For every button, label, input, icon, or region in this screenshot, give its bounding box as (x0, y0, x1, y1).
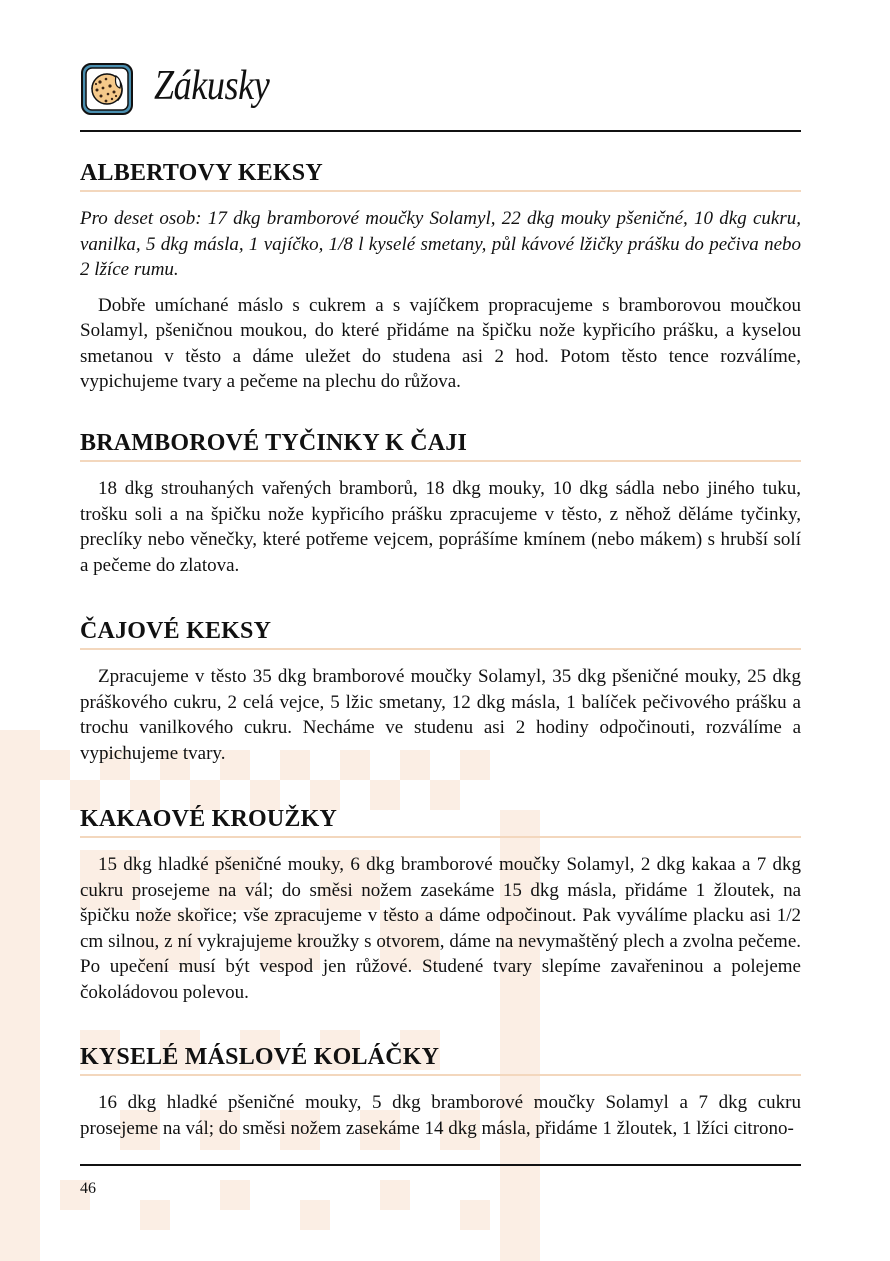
recipe-heading: KAKAOVÉ KROUŽKY (80, 804, 801, 838)
header-divider (80, 130, 801, 132)
recipe-kysele-maslove-kolacky (80, 1042, 801, 1141)
chapter-title: Zákusky (154, 63, 270, 109)
recipe-cajove-keksy (80, 616, 801, 766)
recipe-ingredients: Pro deset osob: 17 dkg bramborové moučky Solamyl, 22 dkg mouky pšeničné, 10 dkg cukru, vanilka, 5 dkg másla, 1 vajíčko, 1/8 l kyselé smetany, půl kávové lžičky prášku do pečiva nebo 2 lžíce rumu. (80, 208, 801, 280)
recipe-heading: KYSELÉ MÁSLOVÉ KOLÁČKY (80, 1042, 801, 1076)
recipe-heading: ALBERTOVY KEKSY (80, 158, 801, 192)
page-header (80, 56, 800, 131)
recipe-albertovy-keksy (80, 158, 801, 395)
cookie-icon (80, 62, 134, 116)
recipe-heading: BRAMBOROVÉ TYČINKY K ČAJI (80, 428, 801, 462)
recipe-method: Dobře umíchané máslo s cukrem a s vajíčkem propracujeme s bramborovou moučkou Solamyl, pšeničnou moukou, do které přidáme na špičku nože kypřicího prášku, a kyselou smetanou v těsto a dáme uležet do studena asi 2 hod. Potom těsto tence rozválíme, vypichujeme tvary a pečeme na plechu do růžova. (80, 294, 801, 392)
recipe-method: 15 dkg hladké pšeničné mouky, 6 dkg bramborové moučky Solamyl, 2 dkg kakaa a 7 dkg cukru prosejeme na vál; do směsi nožem zasekáme 15 dkg másla, přidáme 1 žloutek, na špičku nože skořice; vše zpracujeme v těsto a dáme odpočinout. Pak vyválíme placku asi 1/2 cm silnou, z ní vykrajujeme kroužky s otvorem, dáme na nevymaštěný plech a zvolna pečeme. Po upečení musí být vespod jen růžové. Studené tvary slepíme zavařeninou a polejeme čokoládovou polevou. (80, 854, 801, 1003)
recipe-method: 16 dkg hladké pšeničné mouky, 5 dkg bramborové moučky Solamyl a 7 dkg cukru prosejeme na vál; do směsi nožem zasekáme 14 dkg másla, přidáme 1 žloutek, 1 lžíci citrono- (80, 1092, 801, 1139)
footer-divider (80, 1164, 801, 1166)
recipe-bramborove-tycinky (80, 428, 801, 578)
page-number: 46 (80, 1180, 96, 1197)
recipe-heading: ČAJOVÉ KEKSY (80, 616, 801, 650)
recipe-kakaove-krouzky (80, 804, 801, 1005)
recipe-method: Zpracujeme v těsto 35 dkg bramborové moučky Solamyl, 35 dkg pšeničné mouky, 25 dkg práškového cukru, 2 celá vejce, 5 lžic smetany, 12 dkg másla, 1 balíček pečivového prášku a trochu vanilkového cukru. Necháme ve studenu asi 2 hodiny odpočinouti, rozválíme a vypichujeme tvary. (80, 666, 801, 764)
recipe-method: 18 dkg strouhaných vařených bramborů, 18 dkg mouky, 10 dkg sádla nebo jiného tuku, trošku soli a na špičku nože kypřicího prášku zpracujeme v těsto, z něhož děláme tyčinky, preclíky nebo věnečky, které potřeme vejcem, poprášíme kmínem (nebo mákem) s hrubší solí a pečeme do zlatova. (80, 478, 801, 576)
